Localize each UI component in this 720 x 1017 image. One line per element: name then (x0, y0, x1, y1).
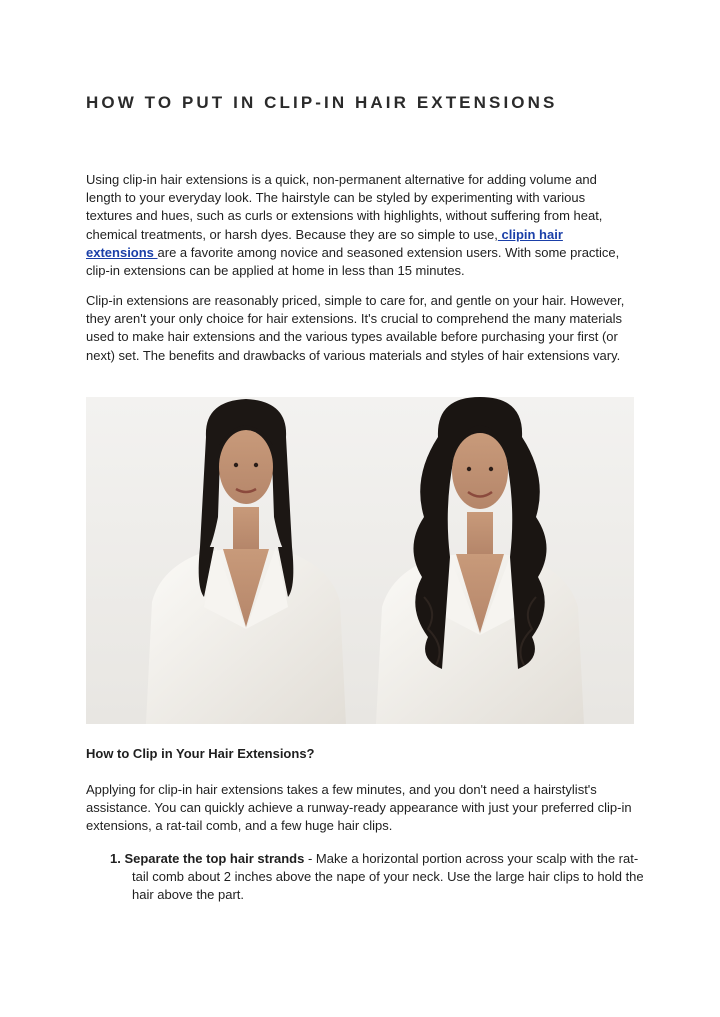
application-paragraph: Applying for clip-in hair extensions takes a few minutes, and you don't need a hairstylist's assistance. You can quickly achieve a runway-ready appearance with just your preferred clip-in extensions, a rat-tail comb, and a few huge hair clips. (86, 782, 632, 834)
intro-text-after-link: are a favorite among novice and seasoned extension users. With some practice, clip-in extensions can be applied at home in less than 15 minutes. (86, 244, 620, 279)
step-title: Separate the top hair strands (124, 851, 305, 866)
step-number: 1. (110, 851, 121, 866)
before-after-hair-photo (86, 397, 634, 724)
intro-paragraph (86, 171, 634, 280)
step-text: - Make a horizontal portion across your scalp with the rat-tail comb about 2 inches above the nape of your neck. Use the large hair clips to hold the hair above the part. (132, 851, 644, 903)
section-heading: How to Clip in Your Hair Extensions? (86, 746, 315, 761)
step-item (110, 850, 654, 905)
materials-paragraph: Clip-in extensions are reasonably priced, simple to care for, and gentle on your hair. However, they aren't your only choice for hair extensions. It's crucial to comprehend the many materials used to make hair extensions and the various types available before purchasing your first (or next) set. The benefits and drawbacks of various materials and styles of hair extensions vary. (86, 293, 625, 363)
photo-illustration (86, 397, 634, 724)
page-title: HOW TO PUT IN CLIP-IN HAIR EXTENSIONS (86, 93, 558, 112)
intro-text-before-link: Using clip-in hair extensions is a quick, non-permanent alternative for adding volume and length to your everyday look. The hairstyle can be styled by experimenting with various textures and hues, such as curls or extensions with highlights, without suffering from heat, chemical treatments, or harsh dyes. Because they are so simple to use, (86, 172, 603, 242)
clipin-hair-extensions-link[interactable]: clipin hair extensions (86, 226, 563, 260)
